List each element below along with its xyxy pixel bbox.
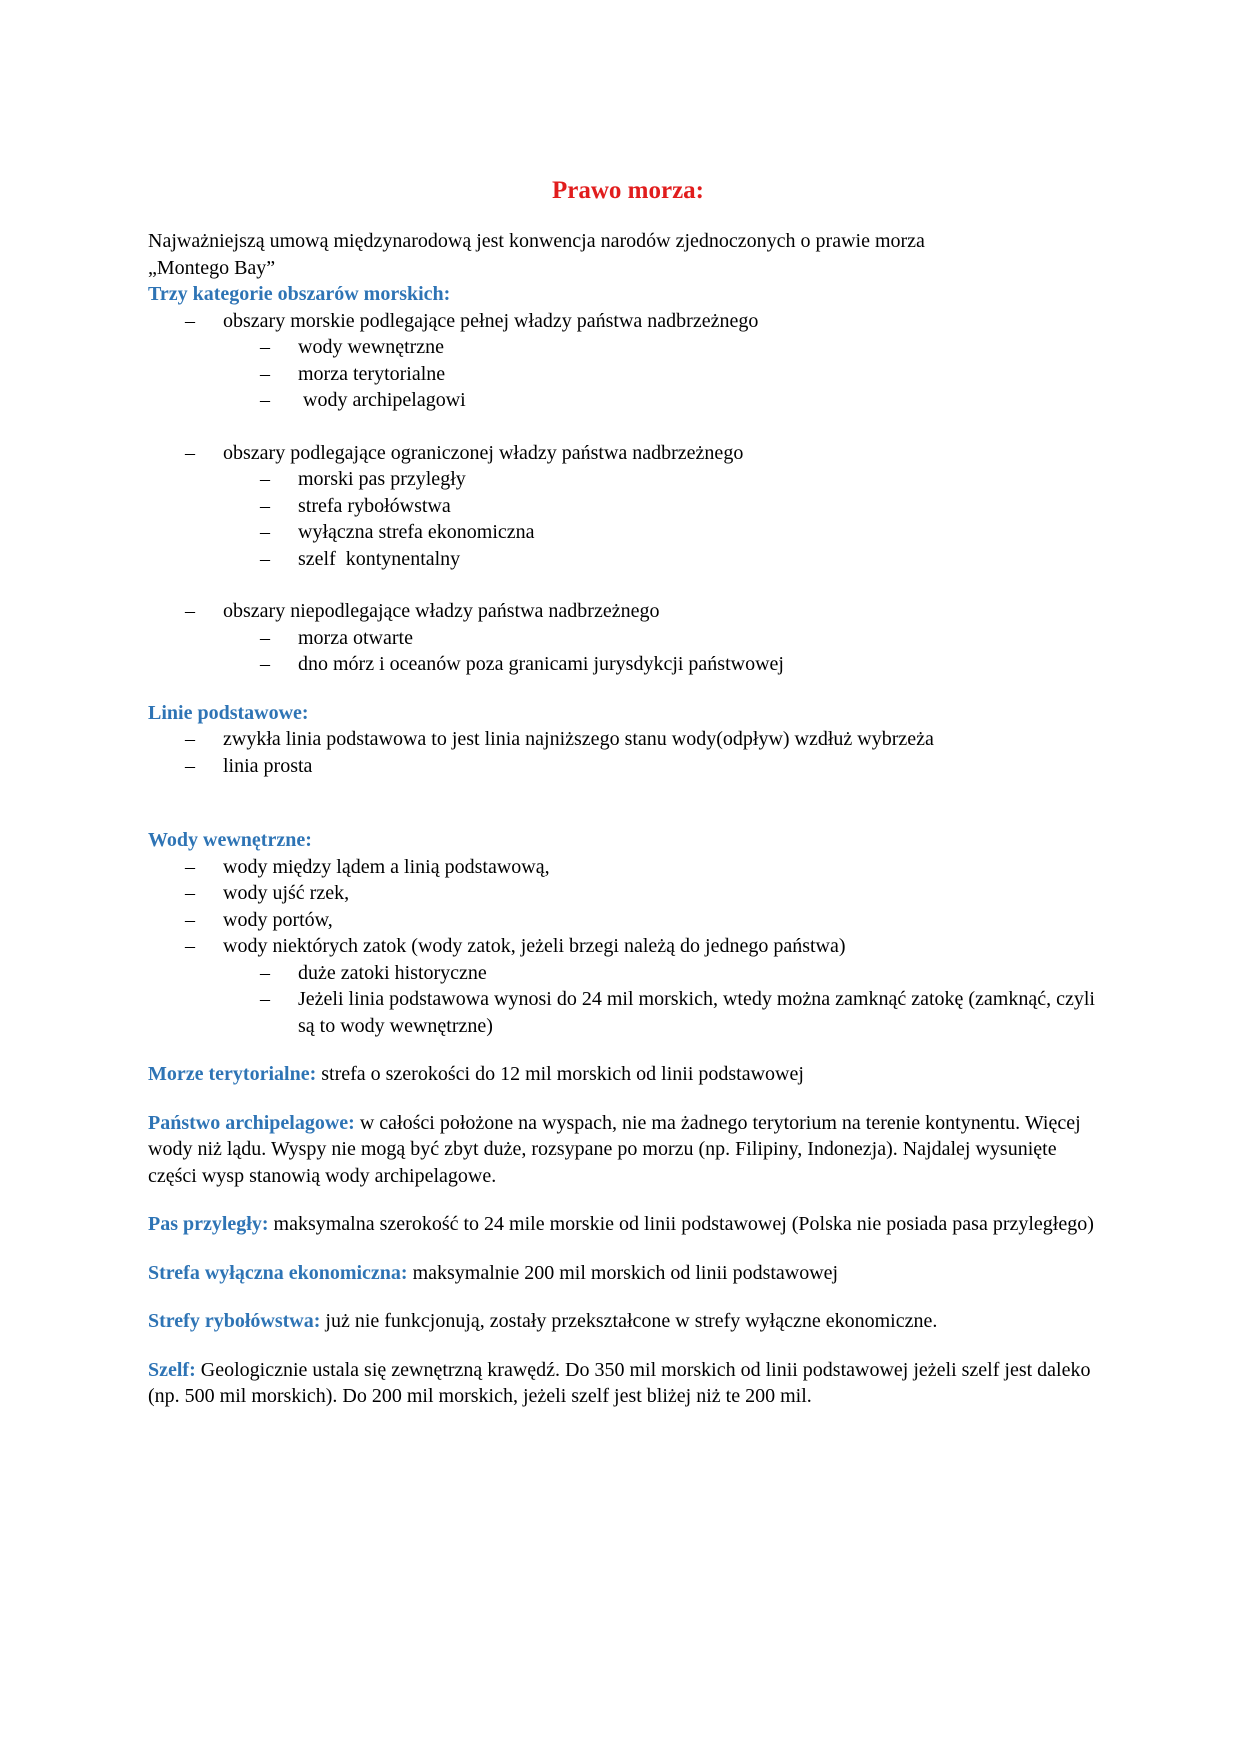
dash-bullet: –: [260, 521, 270, 543]
definition-continental-shelf: [148, 1357, 1108, 1410]
list-item: – obszary niepodlegające władzy państwa nadbrzeżnego: [148, 598, 1108, 625]
category-sublist-1: [148, 334, 1108, 414]
dash-bullet: –: [260, 468, 270, 490]
category-list-3: [148, 598, 1108, 625]
dash-bullet: –: [260, 336, 270, 358]
list-item: – wody ujść rzek,: [148, 880, 1108, 907]
dash-bullet: –: [260, 547, 270, 570]
internal-waters-sublist: [148, 960, 1108, 1040]
definition-term: Państwo archipelagowe:: [148, 1111, 355, 1134]
definition-text: już nie funkcjonują, zostały przekształcone w strefy wyłączne ekonomiczne.: [320, 1310, 938, 1332]
dash-bullet: –: [260, 961, 270, 984]
definition-contiguous-zone: [148, 1211, 1108, 1238]
list-item: – linia prosta: [148, 753, 1108, 780]
dash-bullet: –: [185, 855, 195, 878]
category-sublist-3: [148, 625, 1108, 678]
definition-archipelagic-state: [148, 1110, 1108, 1190]
dash-bullet: –: [185, 935, 195, 957]
list-item: – wody niektórych zatok (wody zatok, jeżeli brzegi należą do jednego państwa): [148, 933, 1108, 960]
dash-bullet: –: [260, 626, 270, 649]
dash-bullet: –: [260, 494, 270, 517]
internal-waters-heading: Wody wewnętrzne:: [148, 829, 312, 851]
definition-exclusive-economic-zone: [148, 1260, 1108, 1287]
list-item: – morski pas przyległy: [148, 466, 1108, 493]
category-sublist-2: [148, 466, 1108, 572]
definition-term: Strefy rybołówstwa:: [148, 1310, 321, 1332]
list-item: – dno mórz i oceanów poza granicami jurysdykcji państwowej: [148, 651, 1108, 678]
list-item: – duże zatoki historyczne: [148, 960, 1108, 987]
list-item: – wody archipelagowi: [148, 387, 1108, 414]
list-item: – wody wewnętrzne: [148, 334, 1108, 361]
document-page: [148, 176, 1108, 1410]
categories-heading: Trzy kategorie obszarów morskich:: [148, 283, 451, 305]
dash-bullet: –: [185, 908, 195, 931]
list-item: – obszary podlegające ograniczonej władzy państwa nadbrzeżnego: [148, 440, 1108, 467]
list-item: – wyłączna strefa ekonomiczna: [148, 519, 1108, 546]
definition-fishing-zones: [148, 1308, 1108, 1335]
list-item: – obszary morskie podlegające pełnej władzy państwa nadbrzeżnego: [148, 308, 1108, 335]
baselines-list: [148, 726, 1108, 779]
dash-bullet: –: [185, 309, 195, 332]
dash-bullet: –: [260, 653, 270, 675]
definition-text: maksymalnie 200 mil morskich od linii podstawowej: [407, 1261, 839, 1284]
internal-waters-list: [148, 854, 1108, 960]
list-item: – wody portów,: [148, 907, 1108, 934]
dash-bullet: –: [260, 389, 270, 411]
definition-text: maksymalna szerokość to 24 mile morskie od linii podstawowej (Polska nie posiada pasa przyległego): [268, 1213, 1094, 1235]
dash-bullet: –: [185, 728, 195, 750]
intro-line-2: „Montego Bay”: [148, 256, 276, 279]
dash-bullet: –: [260, 362, 270, 385]
list-item: – Jeżeli linia podstawowa wynosi do 24 mil morskich, wtedy można zamknąć zatokę (zamknąć, czyli są to wody wewnętrzne): [260, 988, 1095, 1037]
category-list-1: [148, 308, 1108, 335]
definition-term: Pas przyległy:: [148, 1213, 269, 1235]
list-item: – wody między lądem a linią podstawową,: [148, 854, 1108, 881]
baselines-heading: Linie podstawowe:: [148, 701, 309, 724]
dash-bullet: –: [260, 988, 270, 1010]
dash-bullet: –: [185, 882, 195, 904]
list-item: – szelf kontynentalny: [148, 546, 1108, 573]
definition-term: Strefa wyłączna ekonomiczna:: [148, 1261, 408, 1284]
definition-territorial-sea: [148, 1061, 1108, 1088]
dash-bullet: –: [185, 600, 195, 622]
definition-term: Morze terytorialne:: [148, 1063, 317, 1085]
definition-term: Szelf:: [148, 1358, 196, 1381]
page-title: Prawo morza:: [551, 177, 704, 204]
dash-bullet: –: [185, 754, 195, 777]
dash-bullet: –: [185, 441, 195, 464]
list-item: – morza otwarte: [148, 625, 1108, 652]
list-item: – morza terytorialne: [148, 361, 1108, 388]
definition-text: w całości położone na wyspach, nie ma żadnego terytorium na terenie kontynentu. Więcej wody niż lądu. Wyspy nie mogą być zbyt duże, rozsypane po morzu (np. Filipiny, Indonezja). Najdalej wysunięte części wysp stanowią wody archipelagowe.: [148, 1111, 1081, 1187]
list-item: – zwykła linia podstawowa to jest linia najniższego stanu wody(odpływ) wzdłuż wybrzeża: [148, 726, 1108, 753]
definition-text: Geologicznie ustala się zewnętrzną krawędź. Do 350 mil morskich od linii podstawowej jeżeli szelf jest daleko (np. 500 mil morskich). Do 200 mil morskich, jeżeli szelf jest bliżej niż te 200 mil.: [148, 1358, 1091, 1407]
intro-line-1: Najważniejszą umową międzynarodową jest konwencja narodów zjednoczonych o prawie morza: [148, 230, 925, 252]
list-item: – strefa rybołówstwa: [148, 493, 1108, 520]
definition-text: strefa o szerokości do 12 mil morskich od linii podstawowej: [316, 1063, 804, 1085]
category-list-2: [148, 440, 1108, 467]
